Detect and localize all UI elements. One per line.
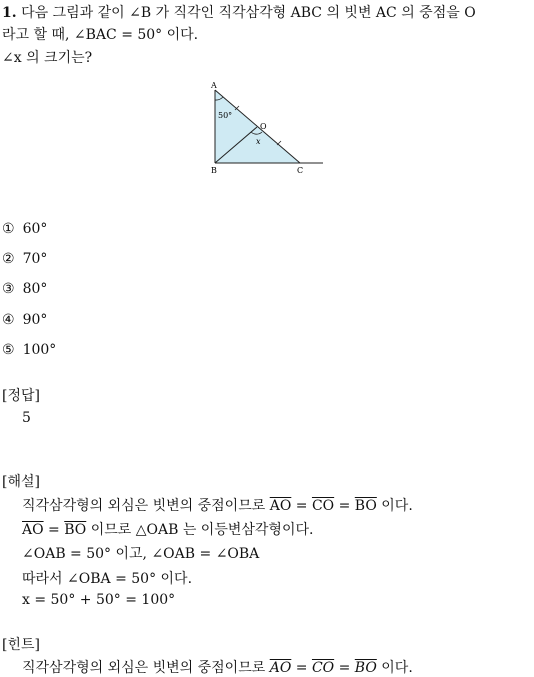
choice-3[interactable] <box>2 281 47 297</box>
choice-1[interactable] <box>2 221 47 237</box>
choice-4-text: 90° <box>22 312 48 328</box>
explanation-line-3: ∠OAB = 50° 이고, ∠OAB = ∠OBA <box>22 546 260 562</box>
choice-5[interactable] <box>2 342 56 358</box>
hint-text: 직각삼각형의 외심은 빗변의 중점이므로 <box>22 660 266 676</box>
explanation-line-2: $\overline{AO} = \overline{BO}$ 이므로 △OAB 는 이등변삼각형이다. <box>22 522 314 538</box>
label-o: O <box>260 122 267 131</box>
question-line-2: 라고 할 때, ∠BAC = 50° 이다. <box>2 27 199 43</box>
question-text-1: 다음 그림과 같이 ∠B 가 직각인 직각삼각형 ABC 의 빗변 AC 의 중점을 O <box>21 5 476 21</box>
choice-1-text: 60° <box>22 221 48 237</box>
label-b: B <box>211 166 217 175</box>
segment-ao: $\overline{AO}$ <box>269 498 292 514</box>
hint-line: 직각삼각형의 외심은 빗변의 중점이므로 $\overline{AO} = \overline{CO} = \overline{BO}$ 이다. <box>22 660 413 676</box>
choice-3-text: 80° <box>22 281 48 297</box>
choice-5-number: ⑤ <box>2 342 15 358</box>
answer-label: [정답] <box>2 388 40 404</box>
choice-2-text: 70° <box>22 251 48 267</box>
hint-segment-bo: $\overline{BO}$ <box>354 660 377 676</box>
answer-value: 5 <box>22 410 31 426</box>
question-number: 1. <box>2 5 17 21</box>
hint-segment-ao: $\overline{AO}$ <box>269 660 292 676</box>
choice-1-number: ① <box>2 221 15 237</box>
explanation-line-1-text: 직각삼각형의 외심은 빗변의 중점이므로 <box>22 498 266 514</box>
hint-end: 이다. <box>381 660 413 676</box>
explanation-label: [해설] <box>2 474 40 490</box>
explanation-line-5: x = 50° + 50° = 100° <box>22 592 176 608</box>
segment-bo-2: $\overline{BO}$ <box>64 522 87 538</box>
triangle-figure <box>205 80 335 180</box>
segment-bo-text: $\overline{BO}$ <box>354 498 377 514</box>
label-c: C <box>297 166 304 175</box>
label-x: x <box>256 137 261 146</box>
question-line-3: ∠x 의 크기는? <box>2 50 93 66</box>
choice-5-text: 100° <box>22 342 57 358</box>
hint-label: [힌트] <box>2 637 40 653</box>
hint-segment-co: $\overline{CO}$ <box>311 660 335 676</box>
explanation-line-2-text: 이므로 △OAB 는 이등변삼각형이다. <box>90 522 314 538</box>
label-angle-a: 50° <box>218 111 233 120</box>
label-a: A <box>211 81 217 90</box>
explanation-line-1-end: 이다. <box>381 498 413 514</box>
choice-2-number: ② <box>2 251 15 267</box>
segment-co: $\overline{CO}$ <box>311 498 335 514</box>
explanation-line-1: 직각삼각형의 외심은 빗변의 중점이므로 $\overline{AO} = \overline{CO} = \overline{BO}$ 이다. <box>22 498 413 514</box>
choice-4-number: ④ <box>2 312 15 328</box>
segment-ao-2: $\overline{AO}$ <box>22 522 44 538</box>
choice-3-number: ③ <box>2 281 15 297</box>
choice-2[interactable] <box>2 251 47 267</box>
question-line-1 <box>2 2 476 22</box>
choice-4[interactable] <box>2 312 47 328</box>
explanation-line-4: 따라서 ∠OBA = 50° 이다. <box>22 571 193 587</box>
